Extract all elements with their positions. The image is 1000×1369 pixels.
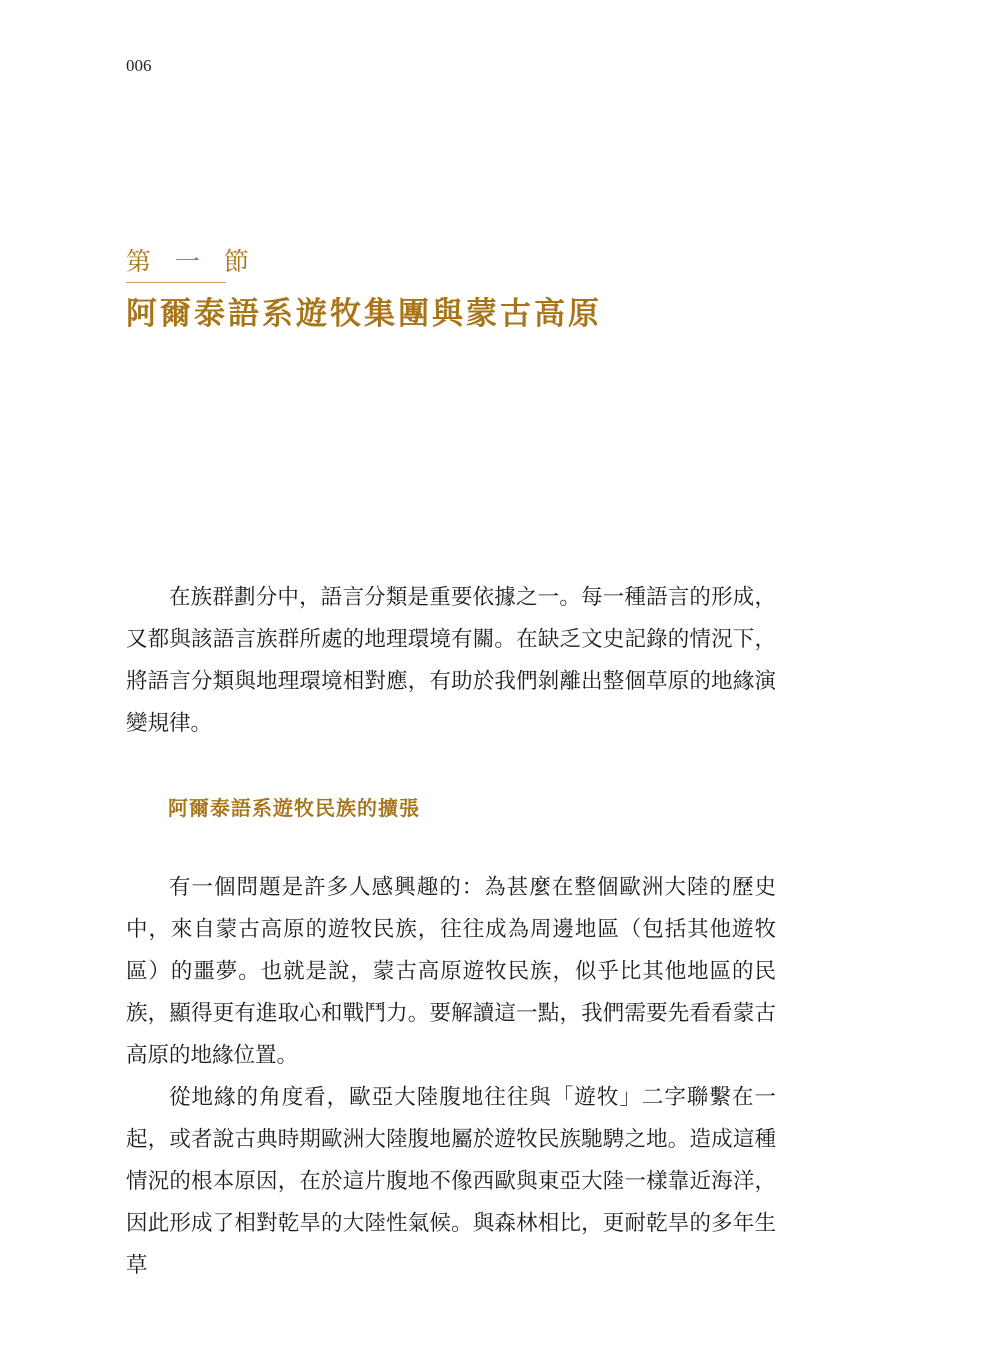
page-number: 006 — [126, 56, 152, 75]
section-label: 第 一 節 — [126, 242, 226, 283]
subsection-text — [126, 867, 776, 1287]
subsection-heading: 阿爾泰語系遊牧民族的擴張 — [168, 796, 420, 820]
body-paragraph: 有一個問題是許多人感興趣的：為甚麼在整個歐洲大陸的歷史中，來自蒙古高原的遊牧民族，往往成為周邊地區（包括其他遊牧區）的噩夢。也就是說，蒙古高原遊牧民族，似乎比其他地區的民族，顯得更有進取心和戰鬥力。要解讀這一點，我們需要先看看蒙古高原的地緣位置。 — [126, 875, 776, 1068]
intro-paragraph: 在族群劃分中，語言分類是重要依據之一。每一種語言的形成，又都與該語言族群所處的地理環境有關。在缺乏文史記錄的情況下，將語言分類與地理環境相對應，有助於我們剝離出整個草原的地緣演變規律。 — [126, 585, 776, 736]
section-title: 阿爾泰語系遊牧集團與蒙古高原 — [126, 296, 602, 332]
body-paragraph: 從地緣的角度看，歐亞大陸腹地往往與「遊牧」二字聯繫在一起，或者說古典時期歐洲大陸腹地屬於遊牧民族馳騁之地。造成這種情況的根本原因，在於這片腹地不像西歐與東亞大陸一樣靠近海洋，因此形成了相對乾旱的大陸性氣候。與森林相比，更耐乾旱的多年生草 — [126, 1085, 776, 1278]
intro-text — [126, 577, 776, 745]
